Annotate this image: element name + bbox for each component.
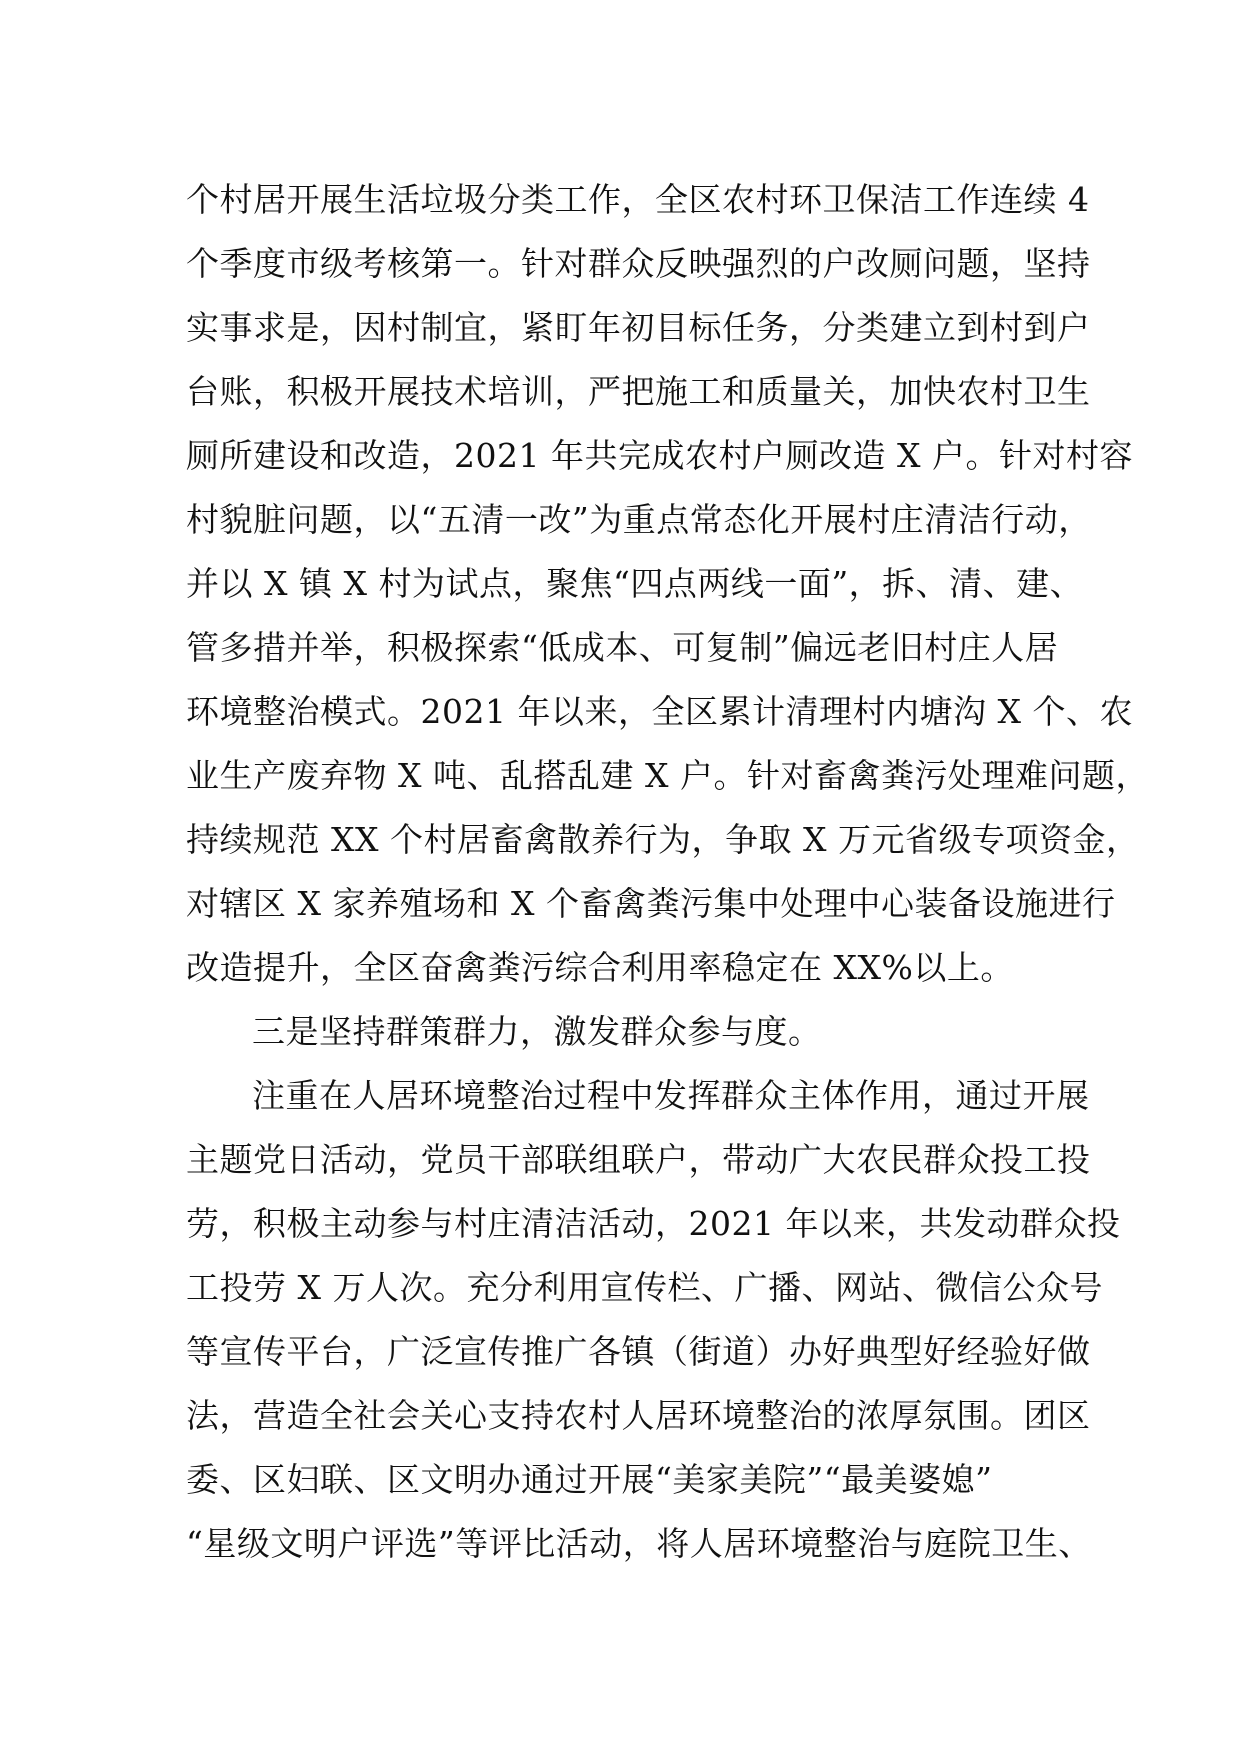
text-line: 个村居开展生活垃圾分类工作，全区农村环卫保洁工作连续 4	[186, 180, 1090, 219]
text-line: 对辖区 X 家养殖场和 X 个畜禽粪污集中处理中心装备设施进行	[186, 884, 1116, 923]
text-line: “星级文明户评选”等评比活动，将人居环境整治与庭院卫生、	[186, 1524, 1092, 1563]
text-line: 并以 X 镇 X 村为试点，聚焦“四点两线一面”，拆、清、建、	[186, 564, 1084, 603]
text-line: 管多措并举，积极探索“低成本、可复制”偏远老旧村庄人居	[186, 628, 1059, 667]
text-line: 持续规范 XX 个村居畜禽散养行为，争取 X 万元省级专项资金，	[186, 820, 1140, 859]
text-line: 厕所建设和改造，2021 年共完成农村户厕改造 X 户。针对村容	[186, 436, 1133, 475]
text-line: 法，营造全社会关心支持农村人居环境整治的浓厚氛围。团区	[186, 1396, 1091, 1435]
body-text	[186, 168, 1149, 1576]
text-line: 等宣传平台，广泛宣传推广各镇（街道）办好典型好经验好做	[186, 1332, 1091, 1371]
text-line: 委、区妇联、区文明办通过开展“美家美院”“最美婆媳”	[186, 1460, 993, 1499]
text-line: 村貌脏问题，以“五清一改”为重点常态化开展村庄清洁行动，	[186, 500, 1092, 539]
text-line: 工投劳 X 万人次。充分利用宣传栏、广播、网站、微信公众号	[186, 1268, 1103, 1307]
text-line: 台账，积极开展技术培训，严把施工和质量关，加快农村卫生	[186, 372, 1091, 411]
section-heading: 三是坚持群策群力，激发群众参与度。	[252, 1012, 822, 1051]
text-line: 劳，积极主动参与村庄清洁活动，2021 年以来，共发动群众投	[186, 1204, 1121, 1243]
text-line: 改造提升，全区奋禽粪污综合利用率稳定在 XX%以上。	[186, 948, 1014, 987]
text-line: 实事求是，因村制宜，紧盯年初目标任务，分类建立到村到户	[186, 308, 1091, 347]
text-line: 环境整治模式。2021 年以来，全区累计清理村内塘沟 X 个、农	[186, 692, 1133, 731]
text-line: 注重在人居环境整治过程中发挥群众主体作用，通过开展	[252, 1076, 1090, 1115]
text-line: 个季度市级考核第一。针对群众反映强烈的户改厕问题，坚持	[186, 244, 1091, 283]
text-line: 业生产废弃物 X 吨、乱搭乱建 X 户。针对畜禽粪污处理难问题，	[186, 756, 1149, 795]
text-line: 主题党日活动，党员干部联组联户，带动广大农民群众投工投	[186, 1140, 1091, 1179]
